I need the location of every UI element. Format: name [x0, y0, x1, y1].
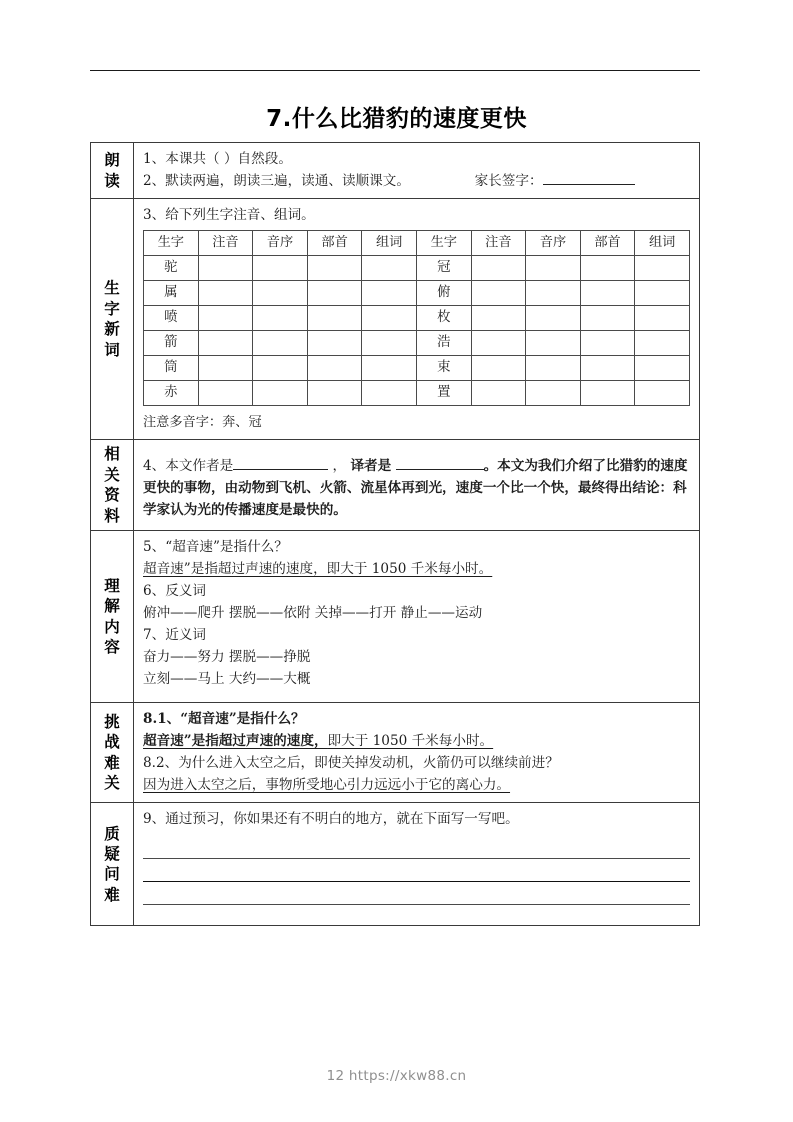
- character-cell: 驼: [144, 256, 199, 281]
- answer-cell-pinyin[interactable]: [471, 256, 526, 281]
- parent-signature-label: 家长签字：: [474, 173, 543, 190]
- character-grid-row: [144, 281, 690, 306]
- label-char: 相: [104, 445, 120, 464]
- character-grid-row: [144, 256, 690, 281]
- translator-label: 译者是: [350, 457, 392, 474]
- answer-cell-pinyin[interactable]: [198, 331, 253, 356]
- answer-cell-word[interactable]: [635, 256, 690, 281]
- answer-cell-order[interactable]: [526, 306, 581, 331]
- label-char: 挑: [104, 712, 120, 731]
- section-body-newwords: [134, 199, 700, 440]
- col-header-word-2: 组词: [635, 231, 690, 256]
- character-cell: 俯: [416, 281, 471, 306]
- answer-cell-order[interactable]: [526, 281, 581, 306]
- questions-prompt: 9、通过预习，你如果还有不明白的地方，就在下面写一写吧。: [143, 811, 519, 828]
- section-body-challenge: [134, 703, 700, 803]
- answer-cell-word[interactable]: [362, 331, 417, 356]
- materials-lead: 4、本文作者是: [143, 457, 234, 474]
- label-char: 容: [104, 638, 120, 657]
- answer-cell-radical[interactable]: [307, 331, 362, 356]
- answer-cell-word[interactable]: [362, 356, 417, 381]
- character-grid: [143, 230, 690, 406]
- answer-cell-order[interactable]: [526, 331, 581, 356]
- comprehension-question-5: 5、“超音速”是指什么？: [143, 539, 288, 556]
- answer-cell-word[interactable]: [362, 256, 417, 281]
- section-label-materials: [91, 440, 134, 531]
- challenge-answer-82: 因为进入太空之后，事物所受地心引力远远小于它的离心力。: [143, 777, 511, 794]
- label-char: 读: [104, 171, 120, 190]
- answer-cell-pinyin[interactable]: [198, 356, 253, 381]
- col-header-zi-1: 生字: [144, 231, 199, 256]
- label-char: 生: [104, 279, 120, 298]
- answer-cell-radical[interactable]: [580, 256, 635, 281]
- challenge-answer-81-rest: 即大于 1050 千米每小时。: [327, 733, 494, 750]
- challenge-question-82: 8.2、为什么进入太空之后，即使关掉发动机，火箭仍可以继续前进？: [143, 755, 559, 772]
- comprehension-question-6: 6、反义词: [143, 583, 207, 600]
- label-char: 内: [104, 617, 120, 636]
- answer-cell-order[interactable]: [253, 381, 308, 406]
- materials-tail: 。本文为我们介绍了比猎豹的速度更快的事物，由动物到飞机、火箭、流星体再到光，速度一个比一个快，最终得出结论：科学家认为光的传播速度是最快的。: [143, 457, 688, 518]
- col-header-word-1: 组词: [362, 231, 417, 256]
- label-char: 字: [104, 299, 120, 318]
- newwords-prompt: 3、给下列生字注音、组词。: [143, 207, 315, 224]
- reading-item-2-row: [143, 170, 690, 192]
- section-label-newwords: [91, 199, 134, 440]
- answer-cell-word[interactable]: [362, 381, 417, 406]
- answer-cell-pinyin[interactable]: [471, 381, 526, 406]
- challenge-question-81: 8.1、“超音速”是指什么？: [143, 711, 305, 728]
- answer-cell-pinyin[interactable]: [471, 331, 526, 356]
- answer-cell-radical[interactable]: [307, 381, 362, 406]
- character-cell: 筒: [144, 356, 199, 381]
- answer-cell-word[interactable]: [635, 381, 690, 406]
- answer-cell-order[interactable]: [526, 356, 581, 381]
- materials-comma: ，: [332, 457, 347, 474]
- reading-item-2: 2、默读两遍，朗读三遍，读通、读顺课文。: [143, 173, 410, 190]
- character-grid-row: [144, 331, 690, 356]
- section-label-challenge: [91, 703, 134, 803]
- answer-cell-word[interactable]: [635, 281, 690, 306]
- answer-cell-order[interactable]: [253, 356, 308, 381]
- col-header-order-2: 音序: [526, 231, 581, 256]
- answer-cell-pinyin[interactable]: [198, 306, 253, 331]
- comprehension-answer-5: 超音速”是指超过声速的速度，即大于 1050 千米每小时。: [143, 561, 493, 578]
- answer-cell-order[interactable]: [526, 381, 581, 406]
- answer-cell-radical[interactable]: [580, 356, 635, 381]
- table-row-newwords: [91, 199, 700, 440]
- character-cell: 置: [416, 381, 471, 406]
- label-char: 料: [104, 506, 120, 525]
- character-cell: 浩: [416, 331, 471, 356]
- answer-cell-pinyin[interactable]: [471, 356, 526, 381]
- table-row-reading: [91, 143, 700, 199]
- character-grid-row: [144, 356, 690, 381]
- answer-cell-word[interactable]: [635, 306, 690, 331]
- section-label-reading: [91, 143, 134, 199]
- label-char: 解: [104, 597, 120, 616]
- challenge-answer-81: [143, 730, 690, 752]
- label-char: 关: [104, 774, 120, 793]
- answer-cell-radical[interactable]: [307, 256, 362, 281]
- page-title: 7.什么比猎豹的速度更快: [266, 106, 527, 132]
- character-cell: 属: [144, 281, 199, 306]
- answer-cell-pinyin[interactable]: [198, 256, 253, 281]
- label-char: 词: [104, 340, 120, 359]
- polyphone-note: 注意多音字：奔、冠: [143, 415, 262, 431]
- author-blank[interactable]: [233, 456, 328, 470]
- answer-cell-order[interactable]: [253, 256, 308, 281]
- character-grid-header-row: [144, 231, 690, 256]
- character-grid-row: [144, 306, 690, 331]
- table-row-challenge: [91, 703, 700, 803]
- col-header-pinyin-2: 注音: [471, 231, 526, 256]
- section-body-comprehension: [134, 531, 700, 703]
- answer-cell-order[interactable]: [253, 306, 308, 331]
- answer-write-area: [143, 830, 690, 919]
- answer-cell-word[interactable]: [635, 356, 690, 381]
- label-char: 新: [104, 320, 120, 339]
- answer-cell-radical[interactable]: [307, 356, 362, 381]
- label-char: 关: [104, 465, 120, 484]
- character-cell: 赤: [144, 381, 199, 406]
- col-header-radical-2: 部首: [580, 231, 635, 256]
- answer-cell-radical[interactable]: [580, 281, 635, 306]
- answer-cell-radical[interactable]: [307, 281, 362, 306]
- answer-cell-pinyin[interactable]: [471, 306, 526, 331]
- label-char: 问: [104, 865, 120, 884]
- answer-cell-radical[interactable]: [580, 381, 635, 406]
- answer-cell-radical[interactable]: [307, 306, 362, 331]
- character-cell: 束: [416, 356, 471, 381]
- comprehension-question-7: 7、近义词: [143, 627, 207, 644]
- footer-watermark: 12 https://xkw88.cn: [326, 1068, 467, 1084]
- col-header-zi-2: 生字: [416, 231, 471, 256]
- section-body-materials: [134, 440, 700, 531]
- table-row-questions: [91, 803, 700, 926]
- worksheet-table: [90, 142, 700, 926]
- write-line-2[interactable]: [143, 859, 690, 882]
- answer-cell-radical[interactable]: [580, 306, 635, 331]
- label-char: 资: [104, 486, 120, 505]
- label-char: 质: [104, 824, 120, 843]
- comprehension-answer-6: 俯冲——爬升 摆脱——依附 关掉——打开 静止——运动: [143, 605, 483, 622]
- write-line-3[interactable]: [143, 882, 690, 905]
- answer-cell-pinyin[interactable]: [198, 281, 253, 306]
- comprehension-answer-7a: 奋力——努力 摆脱——挣脱: [143, 649, 311, 666]
- challenge-answer-81-bold: 超音速”是指超过声速的速度，: [143, 733, 328, 750]
- parent-signature-blank[interactable]: [543, 171, 635, 185]
- header-rule: [90, 70, 700, 71]
- character-cell: 箭: [144, 331, 199, 356]
- character-cell: 冠: [416, 256, 471, 281]
- table-row-comprehension: [91, 531, 700, 703]
- section-body-questions: [134, 803, 700, 926]
- label-char: 疑: [104, 844, 120, 863]
- label-char: 难: [104, 885, 120, 904]
- label-char: 战: [104, 733, 120, 752]
- character-grid-row: [144, 381, 690, 406]
- answer-cell-word[interactable]: [362, 281, 417, 306]
- write-line-1[interactable]: [143, 836, 690, 859]
- answer-cell-radical[interactable]: [580, 331, 635, 356]
- answer-cell-order[interactable]: [253, 281, 308, 306]
- answer-cell-word[interactable]: [635, 331, 690, 356]
- translator-blank[interactable]: [396, 456, 484, 470]
- answer-cell-pinyin[interactable]: [198, 381, 253, 406]
- label-char: 朗: [104, 151, 120, 170]
- section-body-reading: [134, 143, 700, 199]
- character-cell: 喷: [144, 306, 199, 331]
- col-header-pinyin-1: 注音: [198, 231, 253, 256]
- section-label-questions: [91, 803, 134, 926]
- materials-paragraph: [143, 455, 690, 521]
- reading-item-1: 1、本课共（ ）自然段。: [143, 151, 292, 167]
- table-row-materials: [91, 440, 700, 531]
- answer-cell-order[interactable]: [253, 331, 308, 356]
- answer-cell-order[interactable]: [526, 256, 581, 281]
- label-char: 理: [104, 576, 120, 595]
- label-char: 难: [104, 753, 120, 772]
- answer-cell-word[interactable]: [362, 306, 417, 331]
- col-header-radical-1: 部首: [307, 231, 362, 256]
- section-label-comprehension: [91, 531, 134, 703]
- comprehension-answer-7b: 立刻——马上 大约——大概: [143, 671, 311, 688]
- character-cell: 枚: [416, 306, 471, 331]
- col-header-order-1: 音序: [253, 231, 308, 256]
- answer-cell-pinyin[interactable]: [471, 281, 526, 306]
